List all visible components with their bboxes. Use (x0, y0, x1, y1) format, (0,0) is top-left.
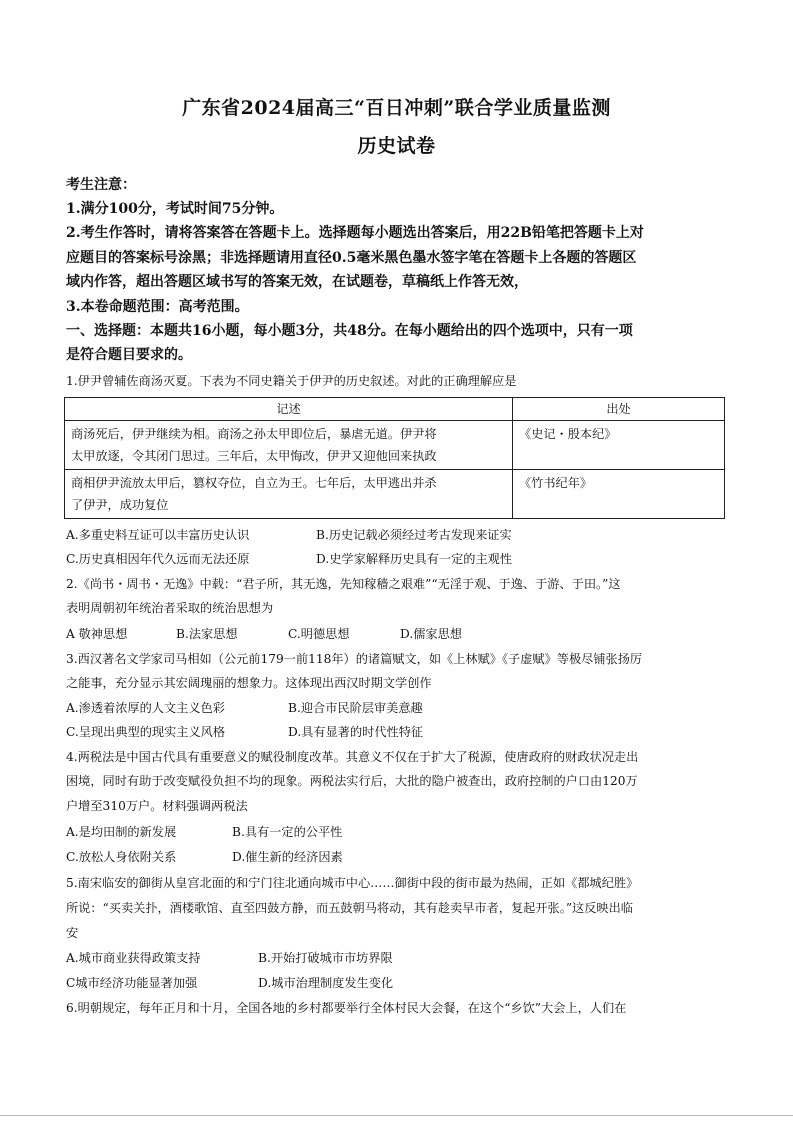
option-a: A.城市商业获得政策支持 (66, 951, 201, 965)
section-heading-cont: 是符合题目要求的。 (66, 347, 192, 363)
question-6-stem: 6.明朝规定，每年正月和十月，全国各地的乡村都要举行全体村民大会餐，在这个“乡饮”大会上，人们在 (66, 1001, 627, 1015)
option-c: C.明德思想 (288, 627, 350, 641)
question-3-stem-cont: 之能事，充分显示其宏阔瑰丽的想象力。这体现出西汉时期文学创作 (66, 676, 432, 690)
question-4-stem-cont: 困境，同时有助于改变赋役负担不均的现象。两税法实行后，大批的隐户被查出，政府控制的户口由120万 (66, 774, 638, 788)
section-heading: 一、选择题：本题共16小题，每小题3分，共48分。在每小题给出的四个选项中，只有一项 (66, 323, 633, 339)
option-c: C.放松人身依附关系 (66, 850, 177, 864)
cell-text: 太甲放逐，令其闭门思过。三年后，太甲悔改，伊尹又迎他回来执政 (71, 449, 437, 463)
option-c: C.呈现出典型的现实主义风格 (66, 725, 226, 739)
option-d: D.催生新的经济因素 (232, 850, 343, 864)
exam-title: 广东省2024届高三“百日冲刺”联合学业质量监测 (182, 97, 611, 119)
option-a: A.多重史料互证可以丰富历史认识 (66, 528, 250, 542)
option-b: B.具有一定的公平性 (232, 825, 343, 839)
option-c: C.历史真相因年代久远而无法还原 (66, 552, 250, 566)
question-2-stem: 2.《尚书・周书・无逸》中载：“君子所，其无逸，先知稼穑之艰难”“无淫于观、于逸、于游、于田。”这 (66, 577, 621, 591)
question-2-stem-cont: 表明周朝初年统治者采取的统治思想为 (66, 601, 274, 615)
table-header-cell: 出处 (513, 398, 725, 421)
option-a: A.渗透着浓厚的人文主义色彩 (66, 701, 225, 715)
option-b: B.法家思想 (176, 627, 238, 641)
table-header-row (65, 398, 725, 421)
option-a: A 敬神思想 (66, 627, 128, 641)
cell-text: 了伊尹，成功复位 (71, 498, 169, 512)
option-b: B.历史记载必须经过考古发现来证实 (316, 528, 512, 542)
notice-item: 域内作答，超出答题区域书写的答案无效，在试题卷，草稿纸上作答无效， (66, 274, 528, 290)
cell-source: 《史记・殷本纪》 (519, 427, 617, 441)
option-d: D.儒家思想 (400, 627, 462, 641)
cell-text: 商汤死后，伊尹继续为相。商汤之孙太甲即位后，暴虐无道。伊尹将 (71, 427, 437, 441)
cell-text: 商相伊尹流放太甲后，篡权夺位，自立为王。七年后，太甲逃出并杀 (71, 476, 437, 490)
notice-item: 应题目的答案标号涂黑；非选择题请用直径0.5毫米黑色墨水签字笔在答题卡上各题的答题区 (66, 250, 637, 266)
table-cell (513, 421, 725, 470)
table-row (65, 421, 725, 470)
question-5-stem-cont: 所说：“买卖关扑，酒楼歌馆、直至四鼓方静，而五鼓朝马将动，其有趁卖早市者，复起开张。”这反映出临 (66, 901, 633, 915)
notice-item: 2.考生作答时，请将答案答在答题卡上。选择题每小题选出答案后，用22B铅笔把答题卡上对 (66, 225, 644, 241)
table-header-cell: 记述 (65, 398, 513, 421)
exam-subtitle: 历史试卷 (357, 135, 436, 157)
table-cell (513, 470, 725, 519)
table-cell (65, 470, 513, 519)
option-c: C城市经济功能显著加强 (66, 976, 198, 990)
cell-source: 《竹书纪年》 (519, 476, 593, 490)
question-5-stem-cont: 安 (66, 926, 79, 940)
question-4-stem: 4.两税法是中国古代具有重要意义的赋役制度改革。其意义不仅在于扩大了税源，使唐政府的财政状况走出 (66, 750, 639, 764)
page-bottom-divider (0, 1115, 793, 1116)
option-d: D.史学家解释历史具有一定的主观性 (316, 552, 513, 566)
notice-heading: 考生注意： (66, 177, 136, 193)
option-a: A.是均田制的新发展 (66, 825, 177, 839)
source-table (64, 397, 725, 519)
table-cell (65, 421, 513, 470)
option-b: B.迎合市民阶层审美意趣 (288, 701, 423, 715)
question-5-stem: 5.南宋临安的御街从皇宫北面的和宁门往北通向城市中心……御街中段的街市最为热闹，正如《都城纪胜》 (66, 876, 639, 890)
notice-item: 1.满分100分，考试时间75分钟。 (66, 201, 284, 217)
option-d: D.城市治理制度发生变化 (258, 976, 394, 990)
option-d: D.具有显著的时代性特征 (288, 725, 424, 739)
question-4-stem-cont: 户增至310万户。材料强调两税法 (66, 799, 248, 813)
table-row (65, 470, 725, 519)
notice-item: 3.本卷命题范围：高考范围。 (66, 299, 249, 315)
question-1-stem: 1.伊尹曾辅佐商汤灭夏。下表为不同史籍关于伊尹的历史叙述。对此的正确理解应是 (66, 374, 517, 388)
question-3-stem: 3.西汉著名文学家司马相如（公元前179一前118年）的诸篇赋文，如《上林赋》《子虚赋》等极尽铺张扬厉 (66, 652, 643, 666)
option-b: B.开始打破城市市坊界限 (258, 951, 393, 965)
